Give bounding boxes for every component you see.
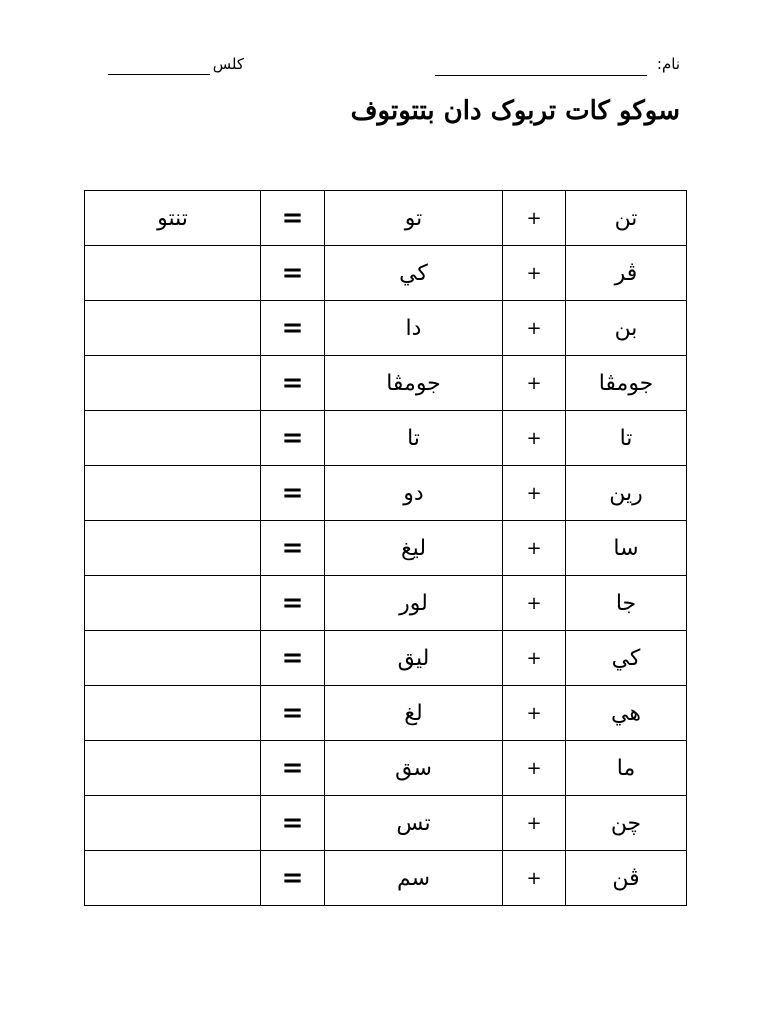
answer-cell[interactable] xyxy=(85,741,261,796)
table-row xyxy=(85,521,687,576)
table-row xyxy=(85,411,687,466)
first-word: سا xyxy=(566,521,687,576)
plus-sign: + xyxy=(503,741,566,796)
equals-sign: = xyxy=(261,356,325,411)
plus-sign: + xyxy=(503,521,566,576)
equals-sign: = xyxy=(261,631,325,686)
equals-sign: = xyxy=(261,246,325,301)
name-label: نام: xyxy=(656,55,680,73)
second-word: لغ xyxy=(325,686,503,741)
second-word: ليغ xyxy=(325,521,503,576)
first-word: چن xyxy=(566,796,687,851)
second-word: تو xyxy=(325,191,503,246)
table-row xyxy=(85,466,687,521)
answer-cell[interactable] xyxy=(85,576,261,631)
answer-cell[interactable] xyxy=(85,301,261,356)
table-row xyxy=(85,631,687,686)
plus-sign: + xyxy=(503,246,566,301)
table-row xyxy=(85,851,687,906)
plus-sign: + xyxy=(503,466,566,521)
equals-sign: = xyxy=(261,576,325,631)
plus-sign: + xyxy=(503,686,566,741)
second-word: دو xyxy=(325,466,503,521)
table-row xyxy=(85,246,687,301)
answer-cell[interactable]: تنتو xyxy=(85,191,261,246)
name-field[interactable] xyxy=(435,75,647,76)
table-row xyxy=(85,356,687,411)
plus-sign: + xyxy=(503,576,566,631)
table-row xyxy=(85,301,687,356)
plus-sign: + xyxy=(503,411,566,466)
first-word: بن xyxy=(566,301,687,356)
word-combination-table xyxy=(84,190,687,906)
answer-cell[interactable] xyxy=(85,356,261,411)
second-word: جومڤا xyxy=(325,356,503,411)
first-word: جومڤا xyxy=(566,356,687,411)
equals-sign: = xyxy=(261,741,325,796)
second-word: تا xyxy=(325,411,503,466)
first-word: تا xyxy=(566,411,687,466)
answer-cell[interactable] xyxy=(85,686,261,741)
table-row xyxy=(85,686,687,741)
table-row xyxy=(85,741,687,796)
equals-sign: = xyxy=(261,466,325,521)
first-word: كي xyxy=(566,631,687,686)
equals-sign: = xyxy=(261,521,325,576)
plus-sign: + xyxy=(503,796,566,851)
answer-cell[interactable] xyxy=(85,521,261,576)
first-word: هي xyxy=(566,686,687,741)
answer-cell[interactable] xyxy=(85,851,261,906)
second-word: تس xyxy=(325,796,503,851)
class-label: كلس xyxy=(212,55,244,73)
first-word: ڤر xyxy=(566,246,687,301)
second-word: كي xyxy=(325,246,503,301)
answer-cell[interactable] xyxy=(85,631,261,686)
plus-sign: + xyxy=(503,356,566,411)
equals-sign: = xyxy=(261,191,325,246)
equals-sign: = xyxy=(261,796,325,851)
plus-sign: + xyxy=(503,631,566,686)
answer-cell[interactable] xyxy=(85,246,261,301)
plus-sign: + xyxy=(503,851,566,906)
equals-sign: = xyxy=(261,411,325,466)
plus-sign: + xyxy=(503,191,566,246)
table-row xyxy=(85,191,687,246)
first-word: ما xyxy=(566,741,687,796)
worksheet-title: سوكو كات تربوک دان بتتوتوف xyxy=(350,96,680,126)
answer-cell[interactable] xyxy=(85,796,261,851)
plus-sign: + xyxy=(503,301,566,356)
answer-cell[interactable] xyxy=(85,466,261,521)
second-word: سق xyxy=(325,741,503,796)
second-word: دا xyxy=(325,301,503,356)
equals-sign: = xyxy=(261,301,325,356)
table-row xyxy=(85,796,687,851)
first-word: ڤن xyxy=(566,851,687,906)
first-word: رين xyxy=(566,466,687,521)
first-word: جا xyxy=(566,576,687,631)
first-word: تن xyxy=(566,191,687,246)
second-word: ليق xyxy=(325,631,503,686)
equals-sign: = xyxy=(261,851,325,906)
class-field[interactable] xyxy=(108,74,210,75)
second-word: لور xyxy=(325,576,503,631)
answer-cell[interactable] xyxy=(85,411,261,466)
second-word: سم xyxy=(325,851,503,906)
table-row xyxy=(85,576,687,631)
equals-sign: = xyxy=(261,686,325,741)
